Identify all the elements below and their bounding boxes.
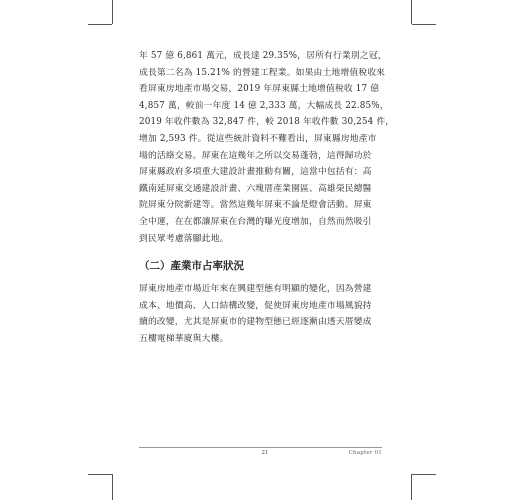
text-line: 看屏東房地產市場交易，2019 年屏東縣土地增值稅收 17 億 [139, 84, 380, 95]
footer-divider [139, 447, 382, 448]
page-content [139, 48, 395, 348]
crop-mark-bottom-right-horizontal [412, 474, 436, 475]
crop-mark-bottom-left-vertical [112, 474, 113, 500]
text-line: 屏東縣政府多項重大建設計畫推動有關，這當中包括有：高 [139, 167, 372, 178]
text-line: 成長第二名為 15.21% 的營建工程業。如果由土地增值稅收來 [139, 67, 386, 78]
text-line: 屏東房地產市場近年來在興建型態有明顯的變化，因為營建 [139, 284, 372, 295]
crop-mark-top-left-horizontal [88, 24, 112, 25]
text-line: 成本、地價高、人口結構改變，促使屏東房地產市場風貌持 [139, 300, 372, 311]
paragraph-building-types [139, 281, 382, 347]
text-line: 五樓電梯華廈與大樓。 [139, 333, 229, 344]
text-line: 續的改變，尤其是屏東市的建物型態已經逐漸由透天厝變成 [139, 317, 372, 328]
crop-mark-top-left-vertical [112, 0, 113, 24]
text-line: 年 57 億 6,861 萬元，成長達 29.35%，居所有行業別之冠， [139, 51, 387, 61]
text-line: 全中運，在在都讓屏東在台灣的曝光度增加，自然而然吸引 [139, 216, 372, 227]
text-line: 鐵南延屏東交通建設計畫、六塊厝產業園區、高雄榮民總醫 [139, 183, 372, 194]
text-line: 增加 2,593 件。從這些統計資料不難看出，屏東縣房地產市 [139, 133, 377, 144]
crop-mark-top-right-vertical [411, 0, 412, 24]
text-line: 院屏東分院新建等。當然這幾年屏東不論是燈會活動、屏東 [139, 200, 372, 211]
section-heading: （二）產業市占率狀況 [139, 260, 244, 273]
text-line: 場的活絡交易。屏東在這幾年之所以交易蓬勃，這得歸功於 [139, 150, 372, 161]
text-line: 4,857 萬，較前一年度 14 億 2,333 萬，大幅成長 22.85%， [139, 100, 389, 111]
text-line: 2019 年收件數為 32,847 件，較 2018 年收件數 30,254 件， [139, 117, 395, 128]
chapter-label: Chapter 01 [348, 450, 382, 456]
crop-mark-bottom-right-vertical [411, 474, 412, 500]
page-number: 21 [261, 450, 269, 456]
text-line: 到民眾考慮落腳此地。 [139, 233, 229, 244]
crop-mark-bottom-left-horizontal [88, 474, 112, 475]
paragraph-market-growth [139, 48, 395, 247]
crop-mark-top-right-horizontal [412, 24, 436, 25]
